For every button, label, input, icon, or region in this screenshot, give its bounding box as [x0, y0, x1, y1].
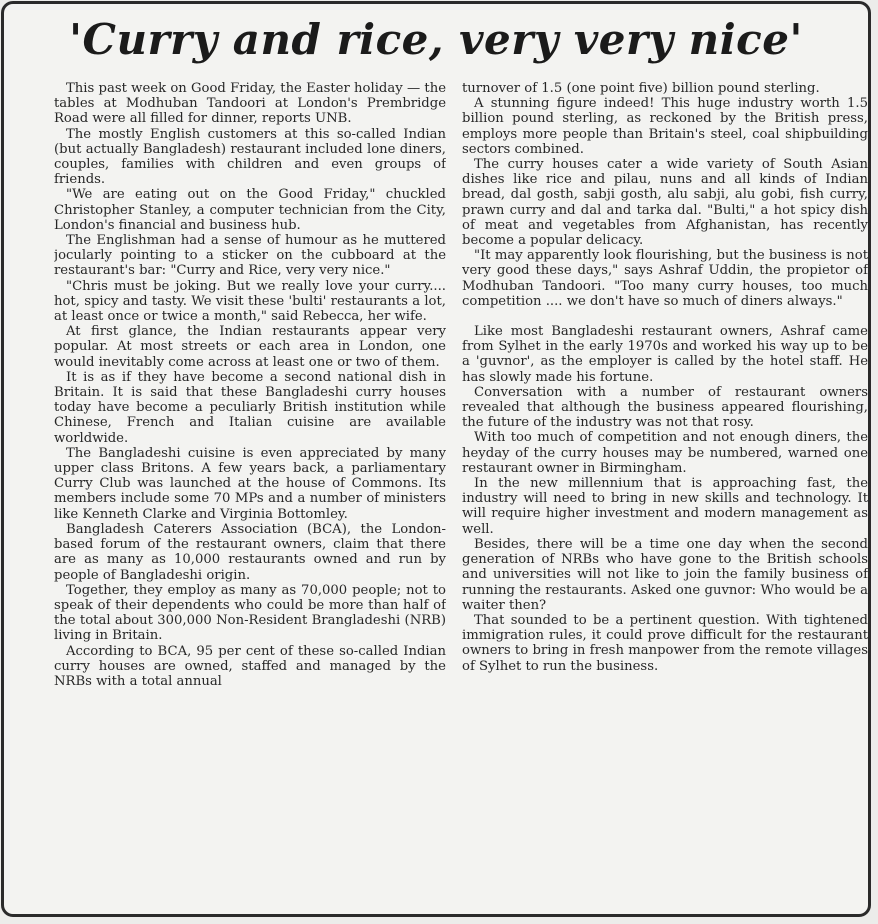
article-paragraph: The Englishman had a sense of humour as he muttered jocularly pointing to a sticker on the cubboard at the restaurant's bar: "Curry and Rice, very very nice.": [54, 233, 446, 279]
article-paragraph: The Bangladeshi cuisine is even appreciated by many upper class Britons. A few years back, a parliamentary Curry Club was launched at the house of Commons. Its members include some 70 MPs and a number of ministers like Kenneth Clarke and Virginia Bottomley.: [54, 445, 446, 522]
article-paragraph: With too much of competition and not enough diners, the heyday of the curry houses may be numbered, warned one restaurant owner in Birmingham.: [462, 430, 868, 476]
article-paragraph: According to BCA, 95 per cent of these so-called Indian curry houses are owned, staffed and managed by the NRBs with a total annual: [54, 643, 446, 689]
article-paragraph: At first glance, the Indian restaurants appear very popular. At most streets or each area in London, one would inevitably come across at least one or two of them.: [54, 324, 446, 370]
article-paragraph: The mostly English customers at this so-called Indian (but actually Bangladesh) restaurant included lone diners, couples, families with children and even groups of friends.: [54, 126, 446, 188]
headline: 'Curry and rice, very very nice': [69, 15, 803, 64]
article-paragraph: "We are eating out on the Good Friday," chuckled Christopher Stanley, a computer technician from the City, London's financial and business hub.: [54, 187, 446, 233]
article-paragraph: Like most Bangladeshi restaurant owners, Ashraf came from Sylhet in the early 1970s and worked his way up to be a 'guvnor', as the employer is called by the hotel staff. He has slowly made his fortune.: [462, 324, 868, 385]
newspaper-clipping: [1, 1, 871, 917]
article-paragraph: Together, they employ as many as 70,000 people; not to speak of their dependents who could be more than half of the total about 300,000 Non-Resident Brangladeshi (NRB) living in Britain.: [54, 582, 446, 644]
article-paragraph: Besides, there will be a time one day when the second generation of NRBs who have gone to the British schools and universities will not like to join the family business of running the restaurants. Asked one guvnor: Who would be a waiter then?: [462, 536, 868, 613]
right-column: [462, 81, 868, 917]
article-paragraph: This past week on Good Friday, the Easter holiday — the tables at Modhuban Tandoori at London's Prembridge Road were all filled for dinner, reports UNB.: [54, 81, 446, 127]
article-paragraph: "It may apparently look flourishing, but the business is not very good these days," says Ashraf Uddin, the propietor of Modhuban Tandoori. "Too many curry houses, too much competition .... we don't have so much of diners always.": [462, 248, 868, 309]
article-paragraph: In the new millennium that is approaching fast, the industry will need to bring in new skills and technology. It will require higher investment and modern management as well.: [462, 476, 868, 537]
left-column: [54, 81, 446, 917]
article-paragraph: turnover of 1.5 (one point five) billion pound sterling.: [462, 81, 820, 96]
article-paragraph: A stunning figure indeed! This huge industry worth 1.5 billion pound sterling, as reckoned by the British press, employs more people than Britain's steel, coal shipbuilding sectors combined.: [462, 96, 868, 157]
article-paragraph: Bangladesh Caterers Association (BCA), the London-based forum of the restaurant owners, claim that there are as many as 10,000 restaurants owned and run by people of Bangladeshi origin.: [54, 521, 446, 583]
article-paragraph: The curry houses cater a wide variety of South Asian dishes like rice and pilau, nuns and all kinds of Indian bread, dal gosth, sabji gosth, alu sabji, alu gobi, fish curry, prawn curry and dal and tarka dal. "Bulti," a hot spicy dish of meat and vegetables from Afghanistan, has recently become a popular delicacy.: [462, 157, 868, 249]
article-paragraph: "Chris must be joking. But we really love your curry.... hot, spicy and tasty. We visit these 'bulti' restaurants a lot, at least once or twice a month," said Rebecca, her wife.: [54, 278, 446, 325]
article-paragraph: Conversation with a number of restaurant owners revealed that although the business appeared flourishing, the future of the industry was not that rosy.: [462, 384, 868, 431]
article-paragraph: That sounded to be a pertinent question. With tightened immigration rules, it could prove difficult for the restaurant owners to bring in fresh manpower from the remote villages of Sylhet to run the business.: [462, 612, 868, 674]
article-paragraph: It is as if they have become a second national dish in Britain. It is said that these Bangladeshi curry houses today have become a peculiarly British institution while Chinese, French and Italian cuisine are available worldwide.: [54, 369, 446, 446]
